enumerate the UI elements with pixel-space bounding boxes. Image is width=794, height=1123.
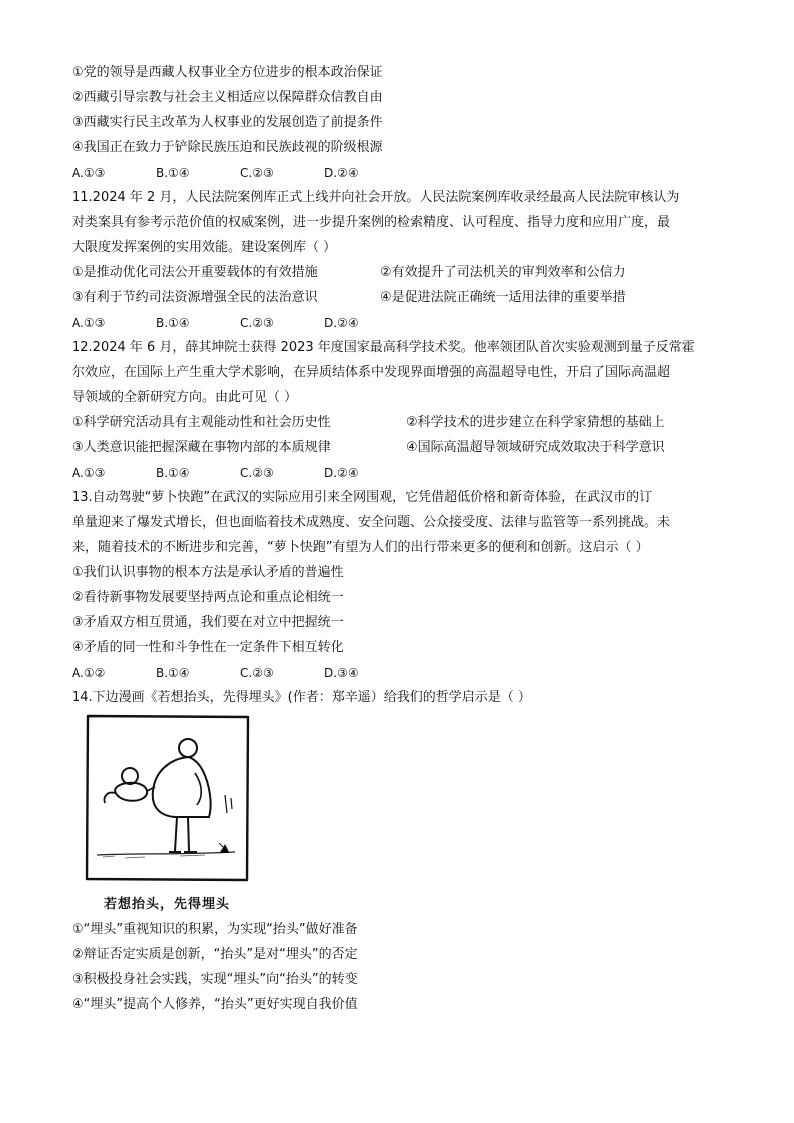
q12-stem-3: 导领域的全新研究方向。由此可见（ ） <box>72 390 298 405</box>
q13-item-2: ②看待新事物发展要坚持两点论和重点论相统一 <box>72 590 344 605</box>
q13-item-3: ③矛盾双方相互贯通，我们要在对立中把握统一 <box>72 615 344 630</box>
q12-stem-1: 12.2024 年 6 月，薛其坤院士获得 2023 年度国家最高科学技术奖。他率领团队首次实验观测到量子反常霍 <box>72 340 695 355</box>
q13-stem-1: 13.自动驾驶“萝卜快跑”在武汉的实际应用引来全网围观，它凭借超低价格和新奇体验，在武汉市的订 <box>72 490 653 505</box>
prev-item-4: ④我国正在致力于铲除民族压迫和民族歧视的阶级根源 <box>72 140 383 155</box>
option-c: C.②③ <box>240 666 274 680</box>
q12-item-1: ①科学研究活动具有主观能动性和社会历史性 <box>72 415 331 430</box>
q11-stem-1: 11.2024 年 2 月，人民法院案例库正式上线并向社会开放。人民法院案例库收录经最高人民法院审核认为 <box>72 190 680 205</box>
option-b: B.①④ <box>156 666 190 680</box>
q13-stem-2: 单量迎来了爆发式增长，但也面临着技术成熟度、安全问题、公众接受度、法律与监管等一系列挑战。未 <box>72 515 671 530</box>
q14-item-2: ②辩证否定实质是创新，“抬头”是对“埋头”的否定 <box>72 947 358 962</box>
option-c: C.②③ <box>240 466 274 480</box>
option-d: D.②④ <box>324 316 359 330</box>
q11-stem-3: 大限度发挥案例的实用效能。建设案例库（ ） <box>72 240 337 255</box>
q11-item-2: ②有效提升了司法机关的审判效率和公信力 <box>380 265 626 280</box>
option-a: A.①③ <box>72 466 106 480</box>
option-d: D.③④ <box>324 666 359 680</box>
q14-item-3: ③积极投身社会实践，实现“埋头”向“抬头”的转变 <box>72 972 358 987</box>
option-c: C.②③ <box>240 316 274 330</box>
q12-item-3: ③人类意识能把握深藏在事物内部的本质规律 <box>72 440 331 455</box>
q14-item-4: ④“埋头”提高个人修养，“抬头”更好实现自我价值 <box>72 997 358 1012</box>
q13-options <box>72 663 408 683</box>
comic-caption: 若想抬头，先得埋头 <box>104 897 231 912</box>
q13-item-4: ④矛盾的同一性和斗争性在一定条件下相互转化 <box>72 640 344 655</box>
prev-item-1: ①党的领导是西藏人权事业全方位进步的根本政治保证 <box>72 65 383 80</box>
prev-item-3: ③西藏实行民主改革为人权事业的发展创造了前提条件 <box>72 115 383 130</box>
option-b: B.①④ <box>156 316 190 330</box>
option-a: A.①③ <box>72 166 106 180</box>
q14-stem: 14.下边漫画《若想抬头，先得埋头》(作者：郑辛遥）给我们的哲学启示是（ ） <box>72 690 531 705</box>
q11-stem-2: 对类案具有参考示范价值的权威案例，进一步提升案例的检索精度、认可程度、指导力度和应用广度，最 <box>72 215 671 230</box>
q12-options <box>72 463 408 483</box>
q11-item-3: ③有利于节约司法资源增强全民的法治意识 <box>72 290 318 305</box>
option-b: B.①④ <box>156 466 190 480</box>
option-a: A.①③ <box>72 316 106 330</box>
comic-illustration <box>85 713 251 883</box>
q12-item-2: ②科学技术的进步建立在科学家猜想的基础上 <box>406 415 665 430</box>
prev-options <box>72 163 408 183</box>
q14-item-1: ①“埋头”重视知识的积累，为实现“抬头”做好准备 <box>72 922 358 937</box>
option-a: A.①② <box>72 666 106 680</box>
option-c: C.②③ <box>240 166 274 180</box>
q11-item-1: ①是推动优化司法公开重要载体的有效措施 <box>72 265 318 280</box>
q13-item-1: ①我们认识事物的根本方法是承认矛盾的普遍性 <box>72 565 344 580</box>
option-d: D.②④ <box>324 166 359 180</box>
q12-stem-2: 尔效应，在国际上产生重大学术影响，在异质结体系中发现界面增强的高温超导电性，开启了国际高温超 <box>72 365 671 380</box>
option-d: D.②④ <box>324 466 359 480</box>
q12-item-4: ④国际高温超导领域研究成效取决于科学意识 <box>406 440 665 455</box>
q11-options <box>72 313 408 333</box>
prev-item-2: ②西藏引导宗教与社会主义相适应以保障群众信教自由 <box>72 90 383 105</box>
option-b: B.①④ <box>156 166 190 180</box>
q13-stem-3: 来，随着技术的不断进步和完善，“萝卜快跑”有望为人们的出行带来更多的便利和创新。这启示（ ） <box>72 540 649 555</box>
q11-item-4: ④是促进法院正确统一适用法律的重要举措 <box>380 290 626 305</box>
